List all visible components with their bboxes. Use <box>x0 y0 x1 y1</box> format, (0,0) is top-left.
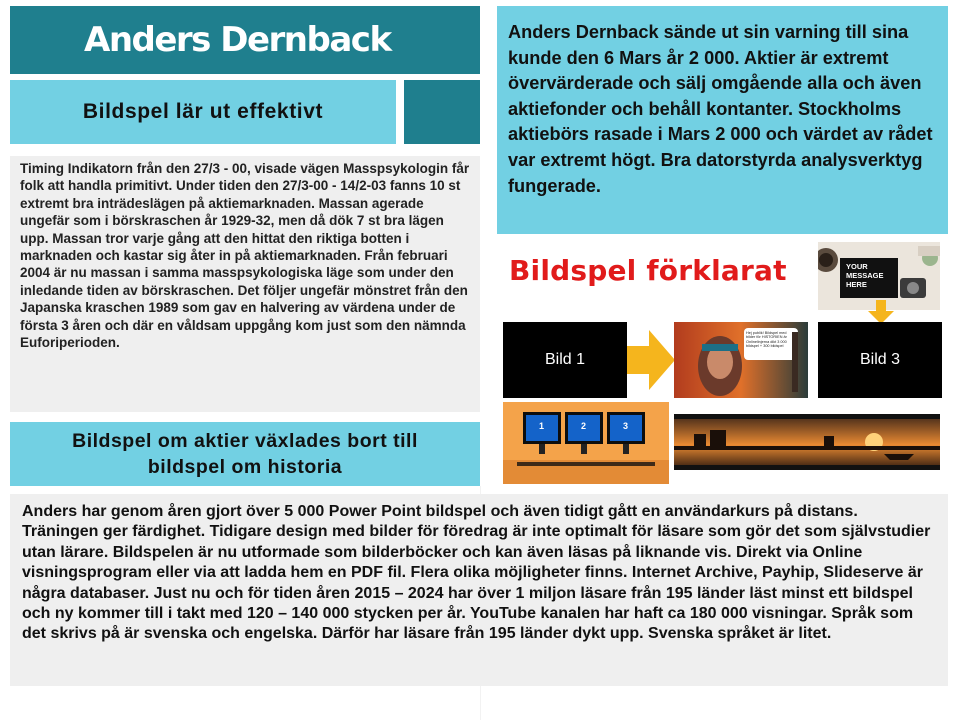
bild-1-label: Bild 1 <box>544 351 586 368</box>
subtitle-text: Bildspel lär ut effektivt <box>82 100 324 123</box>
speech-bubble-text: Hej publik! Bildspel med bilder för HISTORIEN är Onlinelinjerna dikt 3 000 bildspel + 300 bildspel <box>746 331 787 349</box>
title-banner <box>10 6 480 74</box>
monitor-label-1: 1 <box>539 421 545 431</box>
timing-indicator-panel <box>10 156 480 412</box>
history-box-text <box>72 428 418 480</box>
monitors-image <box>503 402 669 484</box>
bild-3-slide <box>818 322 942 398</box>
about-panel <box>10 494 948 686</box>
portrait-image <box>674 322 808 398</box>
monitors-art <box>503 402 669 484</box>
monitor-label-2: 2 <box>581 421 587 431</box>
bild-1-slide <box>503 322 627 398</box>
warning-text: Anders Dernback sände ut sin varning till sina kunde den 6 Mars år 2 000. Aktier är extremt övervärderade och sälj omgående alla och även aktiefonder och behåll kontanter. Stockholms aktiebörs rasade i Mars 2 000 och värdet av rådet var extremt högt. Bra datorstyrda analysverktyg fungerade. <box>508 22 933 196</box>
history-box <box>10 422 480 486</box>
subtitle-box <box>10 80 396 144</box>
sunset-art <box>674 414 940 470</box>
bild-3-label: Bild 3 <box>859 351 901 368</box>
history-line-2: bildspel om historia <box>147 456 343 478</box>
collage-heading: Bildspel förklarat <box>509 254 787 287</box>
arrow-down-icon <box>868 300 894 324</box>
arrow-right-icon <box>627 324 675 396</box>
message-card: YOUR MESSAGE HERE <box>840 258 898 298</box>
monitor-label-3: 3 <box>623 421 629 431</box>
history-line-1: Bildspel om aktier växlades bort till <box>72 430 418 452</box>
page-title: Anders Dernback <box>84 20 391 60</box>
sunset-filmstrip-image <box>674 414 940 470</box>
decorative-square <box>404 80 480 144</box>
timing-indicator-text: Timing Indikatorn från den 27/3 - 00, visade vägen Masspsykologin får folk att handla primitivt. Under tiden den 27/3-00 - 14/2-03 fanns 10 st extremt bra inträdeslägen på aktiemarknaden. Massan agerade ungefär som i börskraschen år 1929-32, men då dök 7 st bra lägen upp. Massan tror varje gång att den hittat den riktiga botten i marknaden och kastar sig åter in på aktiemarknaden. Från februari 2004 är nu massan i samma masspsykologiska läge som under den inledande tiden av börskraschen. Det följer ungefär mönstret från den Japanska kraschen 1989 som gav en halvering av värdena under de första 3 åren och där en våldsam uppgång kom just som den nämnda Euforiperioden. <box>20 161 470 351</box>
about-text: Anders har genom åren gjort över 5 000 Power Point bildspel och även tidigt gått en användarkurs på distans. Träningen ger färdighet. Tidigare design med bilder för föredrag är inte optimalt för läsare som gör det som självstudier utan lärare. Bildspelen är nu utformade som bilderböcker och kan även läsas på liknande vis. Direkt via Online visningsprogram eller via att ladda hem en PDF fil. Flera olika möjligheter finns. Internet Archive, Payhip, Slideserve är några databaser. Just nu och för tiden åren 2015 – 2024 har över 1 miljon läsare från 195 länder läst minst ett bildspel och ny kommer till i takt med 120 – 140 000 stycken per år. YouTube kanalen har haft ca 180 000 visningar. Språk som det skrivs på är svenska och engelska. Därför har läsare från 195 länder dykt upp. Svenska språket är litet. <box>22 503 931 643</box>
warning-panel <box>497 6 948 234</box>
